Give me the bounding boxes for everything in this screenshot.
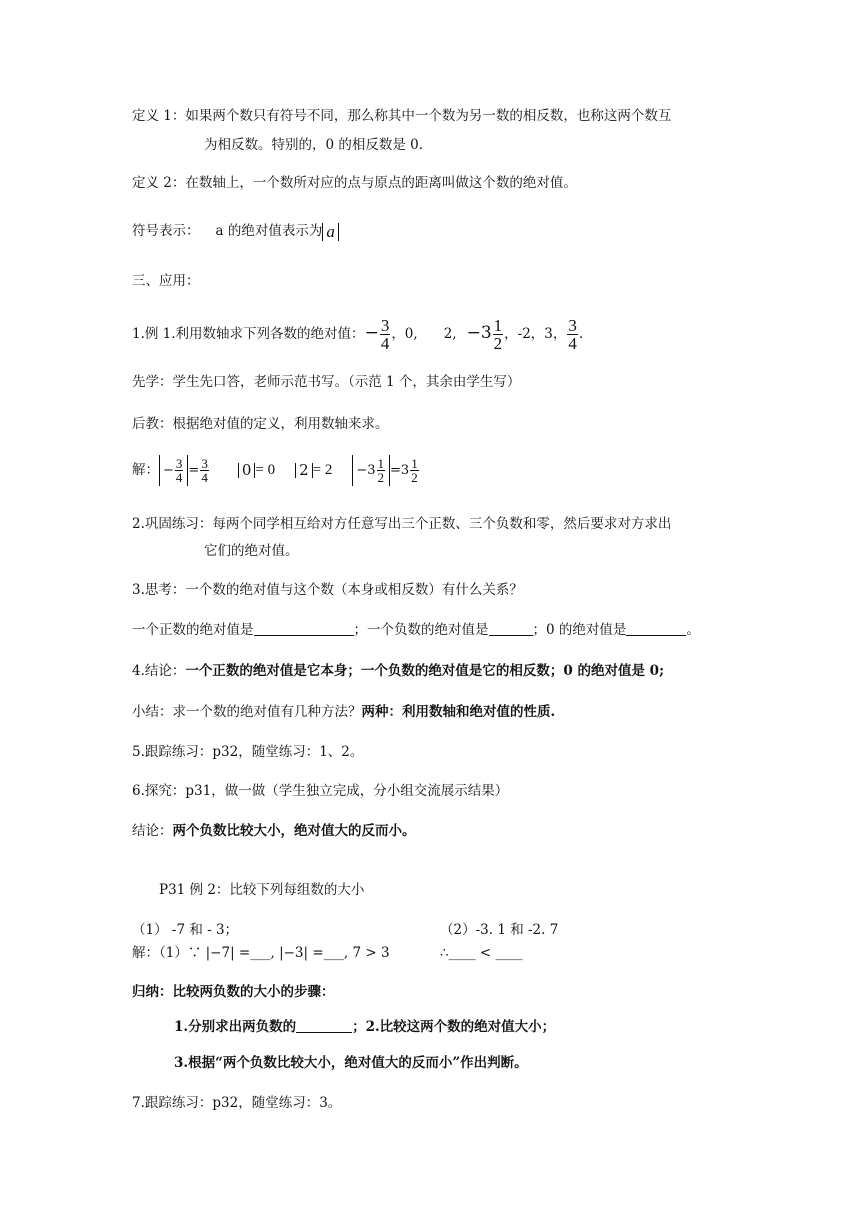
example-1-line — [132, 316, 583, 352]
example-1-label: 1.例 1.利用数轴求下列各数的绝对值： — [132, 326, 365, 342]
fraction-three-quarters-2: $\frac{3}{4}$ — [568, 316, 577, 353]
track-5: 5.跟踪练习：p32，随堂练习：1、2。 — [132, 744, 364, 760]
fraction-three-quarters: $\frac{3}{4}$ — [380, 316, 390, 353]
solution-label: 解： — [132, 462, 159, 478]
abs-a — [322, 223, 339, 241]
conclusion-text: 两个负数比较大小，绝对值大的反而小。 — [172, 823, 416, 839]
result-mixed-fraction: $\frac{1}{2}$ — [411, 456, 418, 485]
mixed-fraction: $\frac{1}{2}$ — [493, 316, 503, 353]
induction-title: 归纳：比较两负数的大小的步骤： — [132, 984, 335, 1000]
blank-negative[interactable] — [489, 621, 533, 636]
result-three-quarters: $\frac{3}{4}$ — [201, 456, 208, 485]
conclusion-label: 结论： — [132, 823, 173, 839]
track-7: 7.跟踪练习：p32，随堂练习：3。 — [132, 1095, 342, 1111]
induction-step-3: 3.根据“两个负数比较大小，绝对值大的反而小”作出判断。 — [174, 1055, 528, 1071]
summary — [132, 702, 555, 722]
practice-2-line2: 它们的绝对值。 — [204, 543, 299, 559]
blank-zero[interactable] — [626, 621, 686, 636]
conclusion — [132, 821, 416, 841]
conclusion-4 — [132, 661, 664, 681]
mixed-whole: −3 — [466, 323, 492, 343]
think-3: 3.思考：一个数的绝对值与这个数（本身或相反数）有什么关系？ — [132, 582, 523, 598]
list-end: . — [578, 326, 584, 342]
abs-two: 2 — [295, 463, 313, 478]
abs-zero: 0 — [238, 463, 256, 478]
practice-2-line1: 2.巩固练习：每两个同学相互给对方任意写出三个正数、三个负数和零，然后要求对方求出 — [132, 516, 672, 532]
compare-q2: （2）-3. 1 和 -2. 7 — [440, 922, 559, 938]
definition-2: 定义 2：在数轴上，一个数所对应的点与原点的距离叫做这个数的绝对值。 — [132, 175, 577, 191]
result-mixed-whole: 3 — [400, 463, 410, 478]
after-teach: 后教：根据绝对值的定义，利用数轴来求。 — [132, 416, 389, 432]
compare-therefore: ∴____ < ____ — [440, 945, 523, 961]
definition-1-line2: 为相反数。特别的，0 的相反数是 0. — [204, 137, 424, 153]
p31-example-2: P31 例 2：比较下列每组数的大小 — [159, 882, 365, 898]
list-sep-2: ，-2，3， — [504, 326, 567, 342]
abs-neg-three-quarters: − $\frac{3}{4}$ — [159, 455, 188, 486]
variable-a: a — [326, 221, 335, 241]
compare-solution: 解：（1）∵ |−7| =___, |−3| =___, 7 > 3 — [132, 945, 390, 961]
list-sep-1: ，0, — [391, 326, 418, 342]
notation-line — [132, 221, 339, 241]
abs-neg-mixed: −3 $\frac{1}{2}$ — [352, 455, 390, 486]
result-two: = 2 — [312, 462, 333, 478]
definition-1-line1: 定义 1：如果两个数只有符号不同，那么称其中一个数为另一数的相反数，也称这两个数互 — [132, 108, 672, 124]
fill-in-line: 一个正数的绝对值是 ；一个负数的绝对值是 ；0 的绝对值是 。 — [132, 622, 700, 638]
blank-positive[interactable] — [254, 621, 354, 636]
notation-label: 符号表示： — [132, 223, 200, 239]
summary-answer: 两种：利用数轴和绝对值的性质. — [361, 704, 556, 720]
blank-absolute-value[interactable] — [296, 1018, 352, 1033]
conclusion-4-label: 4.结论： — [132, 663, 186, 679]
first-learn: 先学：学生先口答，老师示范书写。（示范 1 个，其余由学生写） — [132, 374, 521, 390]
equals-sign: = — [188, 463, 200, 478]
list-item-two: 2, — [443, 326, 457, 342]
induction-step-1: 1.分别求出两负数的 ；2.比较这两个数的绝对值大小； — [174, 1019, 556, 1035]
result-zero: = 0 — [255, 462, 276, 478]
minus-sign: − — [364, 323, 379, 343]
conclusion-4-text: 一个正数的绝对值是它本身；一个负数的绝对值是它的相反数；0 的绝对值是 0; — [185, 663, 665, 679]
notation-text: a 的绝对值表示为 — [215, 223, 323, 239]
summary-label: 小结：求一个数的绝对值有几种方法？ — [132, 704, 362, 720]
section-3-heading: 三、应用： — [132, 273, 200, 289]
solution-line: 解： − $\frac{3}{4}$ = $\frac{3}{4}$ 0 = 0 2 = 2 −3 $\frac{1}{2}$ =3 $\frac{1}{2}$ — [132, 456, 418, 485]
explore-6: 6.探究：p31，做一做（学生独立完成，分小组交流展示结果） — [132, 783, 509, 799]
compare-q1: （1） -7 和 - 3； — [132, 922, 239, 938]
